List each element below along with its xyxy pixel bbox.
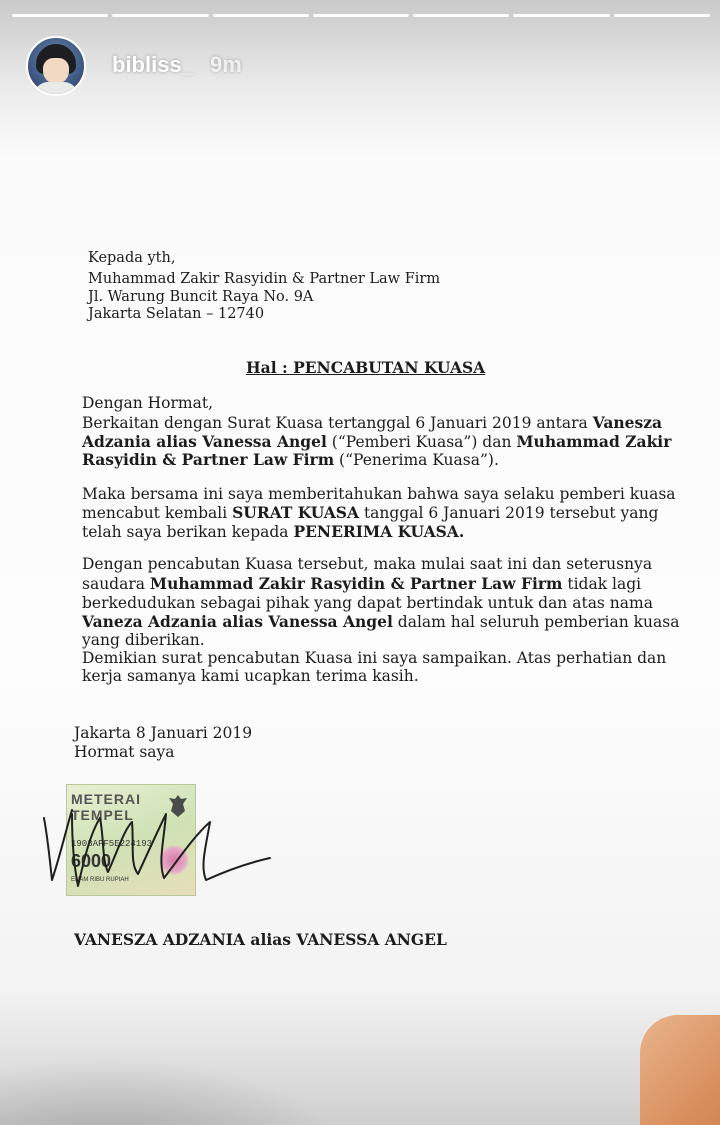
paragraph-3-line-3: berkedudukan sebagai pihak yang dapat bertindak untuk dan atas nama (82, 594, 653, 612)
paragraph-4-line-2: kerja samanya kami ucapkan terima kasih. (82, 667, 419, 685)
paragraph-4-line-1: Demikian surat pencabutan Kuasa ini saya sampaikan. Atas perhatian dan (82, 649, 667, 667)
signer-name: VANESZA ADZANIA alias VANESSA ANGEL (74, 930, 447, 949)
story-progress-segment (213, 14, 309, 17)
stamp-serial: 1903AFF5E224193 (71, 839, 153, 849)
finger (640, 1015, 720, 1125)
story-progress-segment (614, 14, 710, 17)
photo-shadow (0, 1055, 360, 1125)
avatar[interactable] (26, 36, 86, 96)
paragraph-1-line-1: Berkaitan dengan Surat Kuasa tertanggal 6 Januari 2019 antara Vanesza (82, 413, 663, 432)
place-date: Jakarta 8 Januari 2019 (74, 724, 253, 742)
paragraph-2-line-1: Maka bersama ini saya memberitahukan bahwa saya selaku pemberi kuasa (82, 485, 676, 503)
closing: Hormat saya (74, 743, 175, 761)
story-time: 9m (210, 52, 242, 77)
paragraph-3-line-4: Vaneza Adzania alias Vanessa Angel dalam hal seluruh pemberian kuasa (82, 612, 680, 631)
greeting: Dengan Hormat, (82, 394, 214, 412)
recipient-salutation: Kepada yth, (88, 250, 176, 266)
recipient-name: Muhammad Zakir Rasyidin & Partner Law Firm (88, 271, 441, 287)
story-progress-bar (12, 14, 710, 18)
signature (38, 800, 278, 896)
stamp-line-1: METERAI (71, 791, 141, 807)
story-progress-segment (513, 14, 609, 17)
stamp-line-2: TEMPEL (71, 807, 134, 823)
recipient-city: Jakarta Selatan – 12740 (88, 306, 265, 322)
recipient-street: Jl. Warung Buncit Raya No. 9A (88, 289, 314, 305)
story-username[interactable]: bibliss_ (112, 52, 194, 77)
letter-subject: Hal : PENCABUTAN KUASA (246, 358, 486, 377)
paragraph-2-line-2: mencabut kembali SURAT KUASA tanggal 6 Januari 2019 tersebut yang (82, 503, 659, 522)
story-progress-segment (413, 14, 509, 17)
paragraph-2-line-3: telah saya berikan kepada PENERIMA KUASA. (82, 522, 465, 541)
story-progress-segment (12, 14, 108, 17)
story-progress-segment (313, 14, 409, 17)
stamp-value: 6000 (71, 851, 112, 871)
paragraph-3-line-5: yang diberikan. (82, 631, 205, 649)
stamp-value-text: ENAM RIBU RUPIAH (71, 877, 129, 883)
paragraph-3-line-1: Dengan pencabutan Kuasa tersebut, maka mulai saat ini dan seterusnya (82, 555, 653, 573)
story-progress-segment (112, 14, 208, 17)
paragraph-3-line-2: saudara Muhammad Zakir Rasyidin & Partner Law Firm tidak lagi (82, 574, 642, 593)
paragraph-1-line-2: Adzania alias Vanessa Angel (“Pemberi Kuasa”) dan Muhammad Zakir (82, 432, 672, 451)
paragraph-1-line-3: Rasyidin & Partner Law Firm (“Penerima Kuasa”). (82, 450, 499, 469)
